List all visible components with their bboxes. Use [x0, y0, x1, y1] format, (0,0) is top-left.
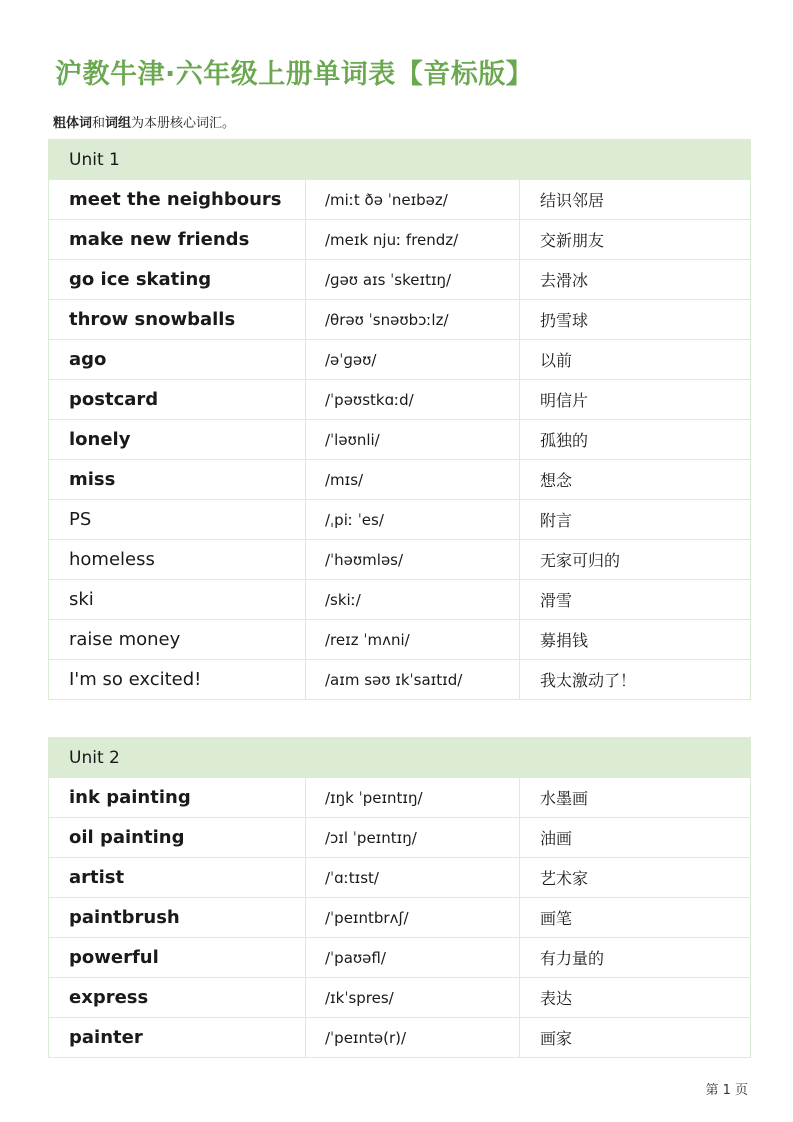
- vocab-row: [49, 938, 751, 978]
- vocab-word: lonely: [49, 420, 306, 460]
- vocab-meaning: 油画: [520, 818, 751, 858]
- vocab-meaning: 结识邻居: [520, 180, 751, 220]
- vocab-meaning: 孤独的: [520, 420, 751, 460]
- vocab-phonetic: /ˈpaʊəfl/: [306, 938, 520, 978]
- vocab-meaning: 滑雪: [520, 580, 751, 620]
- vocab-meaning: 有力量的: [520, 938, 751, 978]
- vocab-meaning: 画家: [520, 1018, 751, 1058]
- vocab-phonetic: /mɪs/: [306, 460, 520, 500]
- vocab-meaning: 扔雪球: [520, 300, 751, 340]
- vocab-row: [49, 300, 751, 340]
- vocab-phonetic: /ˈpəʊstkɑːd/: [306, 380, 520, 420]
- vocab-row: [49, 500, 751, 540]
- note-tail: 为本册核心词汇。: [131, 116, 236, 131]
- vocab-meaning: 想念: [520, 460, 751, 500]
- vocab-row: [49, 778, 751, 818]
- vocab-phonetic: /ˈɑːtɪst/: [306, 858, 520, 898]
- vocab-row: [49, 580, 751, 620]
- vocab-phonetic: /ɔɪl ˈpeɪntɪŋ/: [306, 818, 520, 858]
- vocab-word: artist: [49, 858, 306, 898]
- vocab-word: make new friends: [49, 220, 306, 260]
- vocab-word: ink painting: [49, 778, 306, 818]
- vocab-word: PS: [49, 500, 306, 540]
- vocab-meaning: 无家可归的: [520, 540, 751, 580]
- vocab-phonetic: /ˌpiː ˈes/: [306, 500, 520, 540]
- vocab-word: express: [49, 978, 306, 1018]
- vocab-row: [49, 220, 751, 260]
- vocab-word: postcard: [49, 380, 306, 420]
- vocab-row: [49, 858, 751, 898]
- vocab-phonetic: /miːt ðə ˈneɪbəz/: [306, 180, 520, 220]
- vocab-row: [49, 1018, 751, 1058]
- vocab-word: throw snowballs: [49, 300, 306, 340]
- vocab-row: [49, 340, 751, 380]
- vocab-word: miss: [49, 460, 306, 500]
- vocab-meaning: 附言: [520, 500, 751, 540]
- vocab-phonetic: /ˈpeɪntbrʌʃ/: [306, 898, 520, 938]
- vocab-row: [49, 460, 751, 500]
- vocab-meaning: 艺术家: [520, 858, 751, 898]
- vocab-meaning: 明信片: [520, 380, 751, 420]
- vocab-phonetic: /əˈɡəʊ/: [306, 340, 520, 380]
- vocab-word: raise money: [49, 620, 306, 660]
- vocab-row: [49, 620, 751, 660]
- vocab-phonetic: /reɪz ˈmʌni/: [306, 620, 520, 660]
- note-bold-phrases: 词组: [105, 116, 132, 131]
- vocab-row: [49, 260, 751, 300]
- note-bold-words: 粗体词: [53, 116, 93, 131]
- unit-2-table: [48, 737, 751, 1058]
- vocab-phonetic: /ˈləʊnli/: [306, 420, 520, 460]
- vocab-meaning: 交新朋友: [520, 220, 751, 260]
- vocab-row: [49, 660, 751, 700]
- vocab-row: [49, 420, 751, 460]
- vocab-word: I'm so excited!: [49, 660, 306, 700]
- unit-header-row: [49, 738, 751, 778]
- vocab-word: ago: [49, 340, 306, 380]
- vocab-row: [49, 818, 751, 858]
- vocab-phonetic: /ɡəʊ aɪs ˈskeɪtɪŋ/: [306, 260, 520, 300]
- vocab-row: [49, 898, 751, 938]
- vocab-row: [49, 540, 751, 580]
- unit-header-row: [49, 140, 751, 180]
- vocab-phonetic: /ɪŋk ˈpeɪntɪŋ/: [306, 778, 520, 818]
- vocab-meaning: 募捐钱: [520, 620, 751, 660]
- vocab-phonetic: /skiː/: [306, 580, 520, 620]
- vocab-word: oil painting: [49, 818, 306, 858]
- vocab-meaning: 画笔: [520, 898, 751, 938]
- vocab-phonetic: /ˈpeɪntə(r)/: [306, 1018, 520, 1058]
- unit-1-table: [48, 139, 751, 700]
- vocab-word: ski: [49, 580, 306, 620]
- page-number: 第 1 页: [705, 1083, 748, 1098]
- note-and: 和: [92, 116, 106, 131]
- unit-title: Unit 2: [49, 738, 751, 778]
- page-title: 沪教牛津·六年级上册单词表【音标版】: [55, 59, 534, 90]
- core-vocab-note: [53, 112, 235, 131]
- vocab-phonetic: /ɪkˈspres/: [306, 978, 520, 1018]
- vocab-word: go ice skating: [49, 260, 306, 300]
- vocab-word: powerful: [49, 938, 306, 978]
- vocab-phonetic: /ˈhəʊmləs/: [306, 540, 520, 580]
- vocab-word: homeless: [49, 540, 306, 580]
- vocab-word: meet the neighbours: [49, 180, 306, 220]
- vocab-phonetic: /meɪk njuː frendz/: [306, 220, 520, 260]
- vocab-meaning: 水墨画: [520, 778, 751, 818]
- vocab-row: [49, 978, 751, 1018]
- vocab-phonetic: /θrəʊ ˈsnəʊbɔːlz/: [306, 300, 520, 340]
- vocab-meaning: 我太激动了！: [520, 660, 751, 700]
- vocab-row: [49, 380, 751, 420]
- unit-title: Unit 1: [49, 140, 751, 180]
- vocab-word: paintbrush: [49, 898, 306, 938]
- vocab-meaning: 表达: [520, 978, 751, 1018]
- vocab-meaning: 以前: [520, 340, 751, 380]
- vocab-phonetic: /aɪm səʊ ɪkˈsaɪtɪd/: [306, 660, 520, 700]
- vocab-meaning: 去滑冰: [520, 260, 751, 300]
- vocab-word: painter: [49, 1018, 306, 1058]
- vocab-row: [49, 180, 751, 220]
